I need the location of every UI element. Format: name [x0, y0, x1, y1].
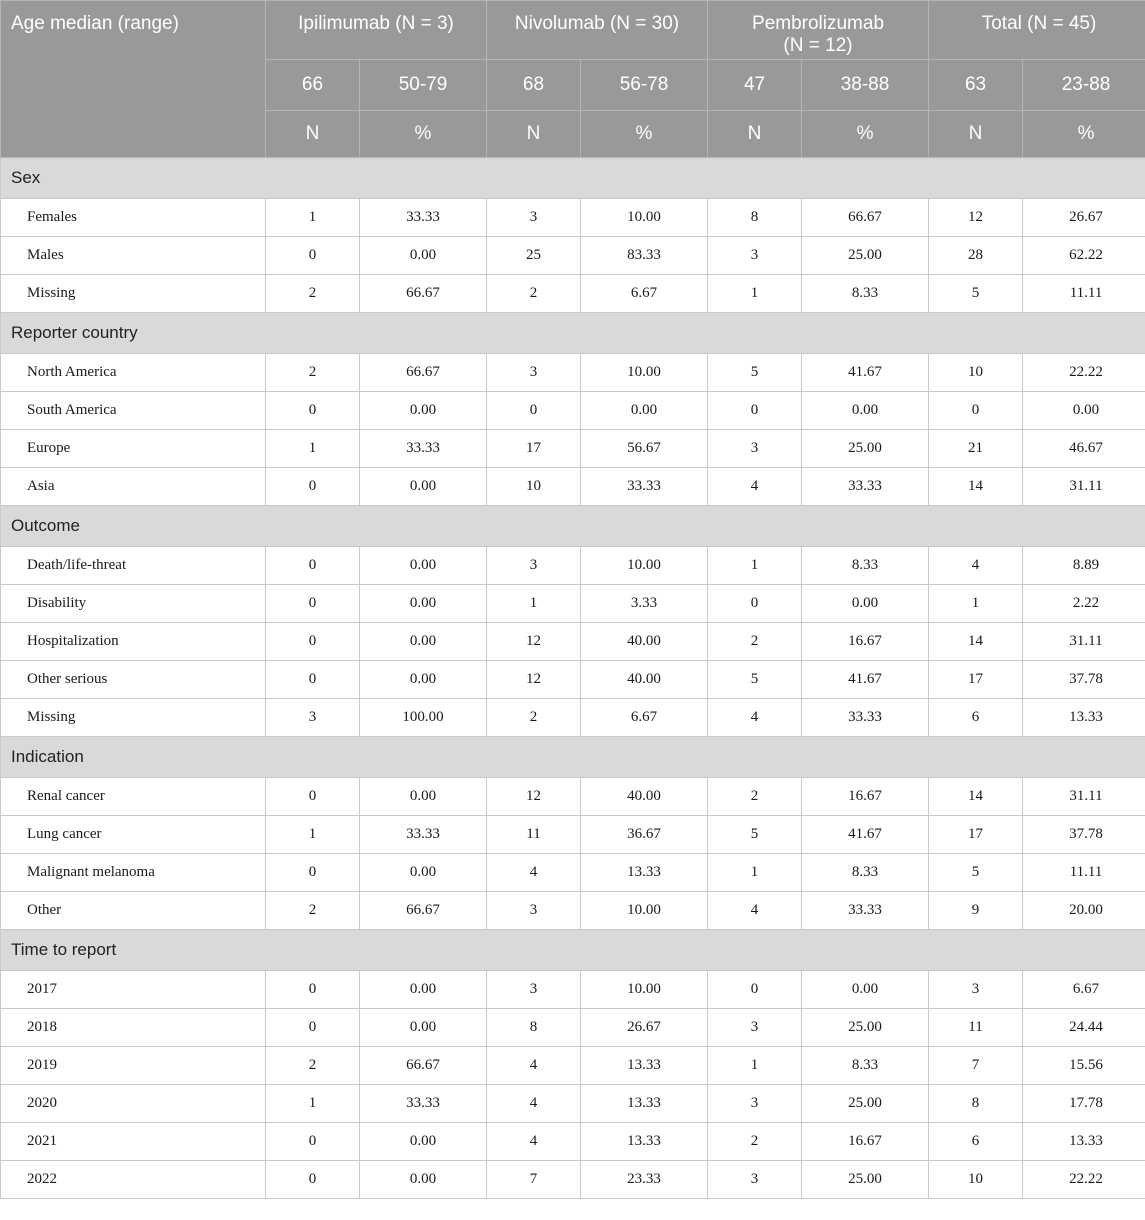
percent-cell: 66.67	[360, 354, 487, 392]
percent-cell: 0.00	[1023, 392, 1145, 430]
count-cell: 7	[487, 1161, 581, 1199]
count-cell: 3	[487, 971, 581, 1009]
count-cell: 5	[929, 275, 1023, 313]
percent-cell: 31.11	[1023, 468, 1145, 506]
count-cell: 1	[708, 547, 802, 585]
count-cell: 2	[487, 699, 581, 737]
count-cell: 1	[266, 430, 360, 468]
count-cell: 0	[708, 392, 802, 430]
percent-cell: 10.00	[581, 199, 708, 237]
percent-cell: 3.33	[581, 585, 708, 623]
percent-cell: 36.67	[581, 816, 708, 854]
row-label: Lung cancer	[1, 816, 266, 854]
row-label: 2019	[1, 1047, 266, 1085]
count-cell: 0	[266, 661, 360, 699]
count-cell: 2	[266, 275, 360, 313]
percent-cell: 10.00	[581, 892, 708, 930]
percent-cell: 33.33	[802, 699, 929, 737]
count-cell: 0	[266, 547, 360, 585]
count-cell: 17	[929, 816, 1023, 854]
pembrolizumab-n-header: N	[708, 111, 802, 158]
table-body	[1, 158, 1145, 1199]
count-cell: 3	[708, 430, 802, 468]
count-cell: 17	[929, 661, 1023, 699]
percent-cell: 15.56	[1023, 1047, 1145, 1085]
percent-cell: 10.00	[581, 547, 708, 585]
pembrolizumab-header	[708, 1, 929, 60]
pembrolizumab-age-median: 47	[708, 60, 802, 111]
percent-cell: 31.11	[1023, 623, 1145, 661]
row-label: Missing	[1, 699, 266, 737]
count-cell: 4	[708, 892, 802, 930]
count-cell: 5	[708, 816, 802, 854]
age-median-header: Age median (range)	[1, 1, 266, 158]
percent-cell: 11.11	[1023, 854, 1145, 892]
percent-cell: 41.67	[802, 354, 929, 392]
table-row	[1, 392, 1145, 430]
percent-cell: 6.67	[1023, 971, 1145, 1009]
table-row	[1, 1085, 1145, 1123]
count-cell: 4	[487, 1085, 581, 1123]
row-label: Asia	[1, 468, 266, 506]
count-cell: 2	[266, 1047, 360, 1085]
count-cell: 7	[929, 1047, 1023, 1085]
row-label: 2020	[1, 1085, 266, 1123]
table-row	[1, 275, 1145, 313]
section-title: Outcome	[1, 506, 1145, 547]
pembrolizumab-header-line1: Pembrolizumab	[752, 13, 885, 34]
count-cell: 0	[266, 585, 360, 623]
count-cell: 4	[708, 468, 802, 506]
table-row	[1, 854, 1145, 892]
percent-cell: 33.33	[360, 199, 487, 237]
count-cell: 14	[929, 778, 1023, 816]
percent-cell: 25.00	[802, 430, 929, 468]
table-row	[1, 585, 1145, 623]
count-cell: 3	[708, 237, 802, 275]
pembrolizumab-header-line2: (N = 12)	[783, 35, 853, 56]
percent-cell: 83.33	[581, 237, 708, 275]
percent-cell: 11.11	[1023, 275, 1145, 313]
total-age-range: 23-88	[1023, 60, 1145, 111]
table-row	[1, 354, 1145, 392]
percent-cell: 16.67	[802, 1123, 929, 1161]
percent-cell: 0.00	[360, 585, 487, 623]
count-cell: 12	[929, 199, 1023, 237]
count-cell: 12	[487, 623, 581, 661]
count-cell: 0	[266, 854, 360, 892]
table-row	[1, 1123, 1145, 1161]
percent-cell: 33.33	[802, 468, 929, 506]
percent-cell: 24.44	[1023, 1009, 1145, 1047]
row-label: 2021	[1, 1123, 266, 1161]
row-label: 2022	[1, 1161, 266, 1199]
percent-cell: 13.33	[581, 1047, 708, 1085]
percent-cell: 40.00	[581, 623, 708, 661]
percent-cell: 62.22	[1023, 237, 1145, 275]
percent-cell: 25.00	[802, 237, 929, 275]
table-row	[1, 778, 1145, 816]
count-cell: 1	[708, 1047, 802, 1085]
count-cell: 21	[929, 430, 1023, 468]
count-cell: 3	[487, 892, 581, 930]
percent-cell: 0.00	[581, 392, 708, 430]
section-row-reporter-country	[1, 313, 1145, 354]
table-header	[1, 1, 1145, 158]
percent-cell: 33.33	[360, 1085, 487, 1123]
percent-cell: 0.00	[360, 971, 487, 1009]
percent-cell: 37.78	[1023, 816, 1145, 854]
count-cell: 0	[266, 1123, 360, 1161]
count-cell: 4	[708, 699, 802, 737]
percent-cell: 13.33	[581, 1123, 708, 1161]
nivolumab-age-median: 68	[487, 60, 581, 111]
percent-cell: 0.00	[360, 623, 487, 661]
percent-cell: 13.33	[581, 1085, 708, 1123]
count-cell: 28	[929, 237, 1023, 275]
row-label: 2017	[1, 971, 266, 1009]
count-cell: 4	[487, 1047, 581, 1085]
percent-cell: 26.67	[581, 1009, 708, 1047]
count-cell: 0	[266, 468, 360, 506]
count-cell: 1	[487, 585, 581, 623]
percent-cell: 0.00	[360, 468, 487, 506]
count-cell: 10	[929, 354, 1023, 392]
pembrolizumab-age-range: 38-88	[802, 60, 929, 111]
ipilimumab-age-range: 50-79	[360, 60, 487, 111]
percent-cell: 41.67	[802, 661, 929, 699]
count-cell: 0	[266, 392, 360, 430]
table-row	[1, 468, 1145, 506]
count-cell: 0	[266, 1009, 360, 1047]
total-n-header: N	[929, 111, 1023, 158]
percent-cell: 22.22	[1023, 1161, 1145, 1199]
percent-cell: 8.33	[802, 854, 929, 892]
count-cell: 3	[708, 1085, 802, 1123]
nivolumab-pct-header: %	[581, 111, 708, 158]
table-row	[1, 971, 1145, 1009]
count-cell: 3	[487, 354, 581, 392]
count-cell: 3	[929, 971, 1023, 1009]
count-cell: 4	[487, 1123, 581, 1161]
table-row	[1, 199, 1145, 237]
count-cell: 14	[929, 623, 1023, 661]
percent-cell: 13.33	[1023, 1123, 1145, 1161]
percent-cell: 8.89	[1023, 547, 1145, 585]
section-row-sex	[1, 158, 1145, 199]
row-label: Females	[1, 199, 266, 237]
row-label: North America	[1, 354, 266, 392]
percent-cell: 22.22	[1023, 354, 1145, 392]
section-title: Indication	[1, 737, 1145, 778]
percent-cell: 37.78	[1023, 661, 1145, 699]
row-label: Malignant melanoma	[1, 854, 266, 892]
count-cell: 0	[266, 1161, 360, 1199]
count-cell: 3	[708, 1009, 802, 1047]
percent-cell: 33.33	[581, 468, 708, 506]
percent-cell: 26.67	[1023, 199, 1145, 237]
count-cell: 1	[266, 816, 360, 854]
percent-cell: 33.33	[802, 892, 929, 930]
percent-cell: 8.33	[802, 275, 929, 313]
percent-cell: 2.22	[1023, 585, 1145, 623]
count-cell: 3	[487, 547, 581, 585]
section-title: Sex	[1, 158, 1145, 199]
count-cell: 3	[708, 1161, 802, 1199]
percent-cell: 8.33	[802, 1047, 929, 1085]
pembrolizumab-pct-header: %	[802, 111, 929, 158]
percent-cell: 17.78	[1023, 1085, 1145, 1123]
percent-cell: 0.00	[360, 854, 487, 892]
count-cell: 4	[487, 854, 581, 892]
count-cell: 10	[929, 1161, 1023, 1199]
percent-cell: 31.11	[1023, 778, 1145, 816]
table-row	[1, 237, 1145, 275]
section-row-outcome	[1, 506, 1145, 547]
count-cell: 1	[708, 275, 802, 313]
nivolumab-header: Nivolumab (N = 30)	[487, 1, 708, 60]
percent-cell: 10.00	[581, 354, 708, 392]
percent-cell: 23.33	[581, 1161, 708, 1199]
row-label: Disability	[1, 585, 266, 623]
percent-cell: 40.00	[581, 778, 708, 816]
percent-cell: 0.00	[360, 1009, 487, 1047]
count-cell: 5	[929, 854, 1023, 892]
count-cell: 2	[708, 1123, 802, 1161]
percent-cell: 0.00	[360, 1123, 487, 1161]
percent-cell: 0.00	[802, 971, 929, 1009]
percent-cell: 0.00	[360, 392, 487, 430]
count-cell: 2	[266, 354, 360, 392]
count-cell: 0	[708, 971, 802, 1009]
count-cell: 11	[929, 1009, 1023, 1047]
ipilimumab-pct-header: %	[360, 111, 487, 158]
count-cell: 2	[487, 275, 581, 313]
count-cell: 8	[487, 1009, 581, 1047]
percent-cell: 100.00	[360, 699, 487, 737]
percent-cell: 66.67	[360, 275, 487, 313]
percent-cell: 56.67	[581, 430, 708, 468]
count-cell: 10	[487, 468, 581, 506]
section-row-time-to-report	[1, 930, 1145, 971]
percent-cell: 25.00	[802, 1085, 929, 1123]
total-age-median: 63	[929, 60, 1023, 111]
row-label: 2018	[1, 1009, 266, 1047]
count-cell: 14	[929, 468, 1023, 506]
percent-cell: 6.67	[581, 699, 708, 737]
row-label: Other	[1, 892, 266, 930]
row-label: Death/life-threat	[1, 547, 266, 585]
percent-cell: 0.00	[360, 237, 487, 275]
row-label: Other serious	[1, 661, 266, 699]
count-cell: 5	[708, 354, 802, 392]
count-cell: 0	[266, 237, 360, 275]
total-pct-header: %	[1023, 111, 1145, 158]
percent-cell: 20.00	[1023, 892, 1145, 930]
percent-cell: 13.33	[581, 854, 708, 892]
percent-cell: 25.00	[802, 1009, 929, 1047]
percent-cell: 8.33	[802, 547, 929, 585]
percent-cell: 6.67	[581, 275, 708, 313]
count-cell: 0	[708, 585, 802, 623]
count-cell: 1	[929, 585, 1023, 623]
percent-cell: 0.00	[360, 1161, 487, 1199]
percent-cell: 0.00	[360, 778, 487, 816]
ipilimumab-n-header: N	[266, 111, 360, 158]
count-cell: 6	[929, 1123, 1023, 1161]
count-cell: 2	[708, 778, 802, 816]
count-cell: 1	[266, 1085, 360, 1123]
table-row	[1, 1009, 1145, 1047]
percent-cell: 66.67	[360, 1047, 487, 1085]
table-row	[1, 1161, 1145, 1199]
count-cell: 8	[708, 199, 802, 237]
count-cell: 8	[929, 1085, 1023, 1123]
row-label: South America	[1, 392, 266, 430]
percent-cell: 0.00	[360, 547, 487, 585]
table-row	[1, 1047, 1145, 1085]
count-cell: 0	[266, 778, 360, 816]
nivolumab-age-range: 56-78	[581, 60, 708, 111]
percent-cell: 66.67	[802, 199, 929, 237]
row-label: Renal cancer	[1, 778, 266, 816]
percent-cell: 46.67	[1023, 430, 1145, 468]
row-label: Hospitalization	[1, 623, 266, 661]
count-cell: 0	[266, 623, 360, 661]
count-cell: 6	[929, 699, 1023, 737]
count-cell: 3	[487, 199, 581, 237]
section-title: Time to report	[1, 930, 1145, 971]
ipilimumab-header: Ipilimumab (N = 3)	[266, 1, 487, 60]
table-row	[1, 699, 1145, 737]
count-cell: 0	[929, 392, 1023, 430]
percent-cell: 16.67	[802, 623, 929, 661]
percent-cell: 25.00	[802, 1161, 929, 1199]
table-row	[1, 892, 1145, 930]
percent-cell: 66.67	[360, 892, 487, 930]
table-row	[1, 547, 1145, 585]
table-row	[1, 816, 1145, 854]
count-cell: 2	[708, 623, 802, 661]
percent-cell: 40.00	[581, 661, 708, 699]
count-cell: 2	[266, 892, 360, 930]
percent-cell: 41.67	[802, 816, 929, 854]
nivolumab-n-header: N	[487, 111, 581, 158]
percent-cell: 0.00	[802, 585, 929, 623]
count-cell: 0	[266, 971, 360, 1009]
count-cell: 5	[708, 661, 802, 699]
percent-cell: 33.33	[360, 430, 487, 468]
count-cell: 12	[487, 778, 581, 816]
count-cell: 1	[266, 199, 360, 237]
percent-cell: 0.00	[360, 661, 487, 699]
count-cell: 25	[487, 237, 581, 275]
row-label: Missing	[1, 275, 266, 313]
total-header: Total (N = 45)	[929, 1, 1145, 60]
count-cell: 12	[487, 661, 581, 699]
percent-cell: 13.33	[1023, 699, 1145, 737]
table-row	[1, 430, 1145, 468]
table-row	[1, 623, 1145, 661]
percent-cell: 10.00	[581, 971, 708, 1009]
percent-cell: 33.33	[360, 816, 487, 854]
count-cell: 4	[929, 547, 1023, 585]
section-row-indication	[1, 737, 1145, 778]
percent-cell: 0.00	[802, 392, 929, 430]
row-label: Males	[1, 237, 266, 275]
count-cell: 3	[266, 699, 360, 737]
row-label: Europe	[1, 430, 266, 468]
ipilimumab-age-median: 66	[266, 60, 360, 111]
section-title: Reporter country	[1, 313, 1145, 354]
percent-cell: 16.67	[802, 778, 929, 816]
count-cell: 11	[487, 816, 581, 854]
count-cell: 1	[708, 854, 802, 892]
count-cell: 9	[929, 892, 1023, 930]
count-cell: 17	[487, 430, 581, 468]
count-cell: 0	[487, 392, 581, 430]
table-row	[1, 661, 1145, 699]
